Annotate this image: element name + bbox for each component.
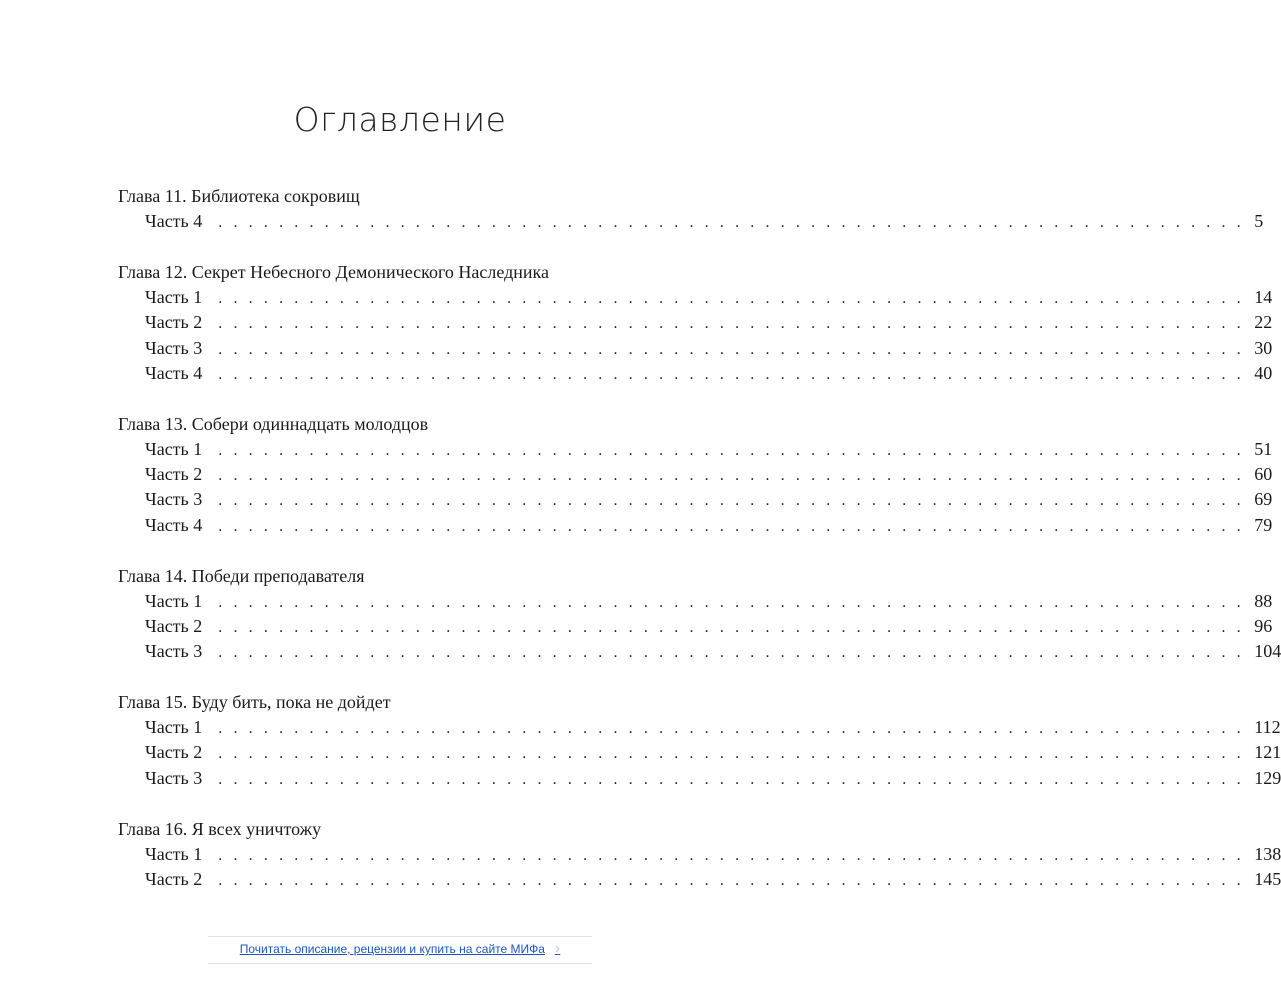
- toc-chapter: [118, 260, 1273, 386]
- part-label: Часть 3: [145, 641, 203, 662]
- page-number: 96: [1254, 615, 1273, 636]
- toc-entry[interactable]: [118, 336, 1273, 361]
- toc-entry[interactable]: [118, 589, 1273, 614]
- part-label: Часть 1: [145, 843, 203, 864]
- page-number: 138: [1254, 843, 1281, 864]
- dot-leader: . . . . . . . . . . . . . . . . . . . . . . . . . . . . . . . . . . . . . . . . . . . . . . . . . . . . . . . . . . . . . . . . . . . .: [218, 872, 1245, 889]
- chevron-right-icon: ›: [554, 940, 561, 957]
- dot-leader: . . . . . . . . . . . . . . . . . . . . . . . . . . . . . . . . . . . . . . . . . . . . . . . . . . . . . . . . . . . . . . . . . . . .: [218, 846, 1245, 864]
- toc-chapter: [118, 564, 1281, 665]
- page-number: 112: [1254, 717, 1281, 738]
- toc-entry[interactable]: [118, 842, 1281, 867]
- part-label: Часть 3: [145, 489, 203, 510]
- dot-leader: . . . . . . . . . . . . . . . . . . . . . . . . . . . . . . . . . . . . . . . . . . . . . . . . . . . . . . . . . . . . . . . . . . . .: [218, 441, 1245, 459]
- part-label: Часть 4: [145, 362, 203, 383]
- toc-entry[interactable]: [118, 209, 1264, 234]
- toc-entry[interactable]: [118, 285, 1273, 310]
- toc-entry[interactable]: [118, 513, 1273, 538]
- toc-chapter: [118, 184, 1264, 234]
- dot-leader: . . . . . . . . . . . . . . . . . . . . . . . . . . . . . . . . . . . . . . . . . . . . . . . . . . . . . . . . . . . . . . . . . . . .: [218, 517, 1245, 535]
- part-label: Часть 2: [145, 869, 203, 889]
- toc-entry[interactable]: [118, 639, 1281, 664]
- dot-leader: . . . . . . . . . . . . . . . . . . . . . . . . . . . . . . . . . . . . . . . . . . . . . . . . . . . . . . . . . . . . . . . . . . . .: [218, 492, 1245, 510]
- part-label: Часть 4: [145, 211, 203, 231]
- page-number: 14: [1254, 287, 1273, 308]
- page-number: 69: [1254, 489, 1273, 510]
- part-label: Часть 4: [145, 514, 203, 535]
- chapter-title: Глава 12. Секрет Небесного Демонического Наследника: [118, 262, 549, 283]
- dot-leader: . . . . . . . . . . . . . . . . . . . . . . . . . . . . . . . . . . . . . . . . . . . . . . . . . . . . . . . . . . . . . . . . . . . .: [218, 290, 1245, 308]
- part-label: Часть 2: [145, 615, 203, 636]
- toc-entry[interactable]: [118, 766, 1281, 791]
- dot-leader: . . . . . . . . . . . . . . . . . . . . . . . . . . . . . . . . . . . . . . . . . . . . . . . . . . . . . . . . . . . . . . . . . . . .: [218, 720, 1245, 738]
- toc-entry[interactable]: [118, 740, 1281, 765]
- part-label: Часть 1: [145, 717, 203, 738]
- part-label: Часть 3: [145, 767, 203, 788]
- shop-link[interactable]: [210, 938, 590, 960]
- dot-leader: . . . . . . . . . . . . . . . . . . . . . . . . . . . . . . . . . . . . . . . . . . . . . . . . . . . . . . . . . . . . . . . . . . . .: [218, 618, 1245, 636]
- toc-entry[interactable]: [118, 715, 1281, 740]
- toc-chapter: [118, 817, 1281, 892]
- page-number: 104: [1254, 641, 1281, 662]
- page-number: 145: [1254, 869, 1281, 889]
- dot-leader: . . . . . . . . . . . . . . . . . . . . . . . . . . . . . . . . . . . . . . . . . . . . . . . . . . . . . . . . . . . . . . . . . . . .: [218, 340, 1245, 358]
- toc-chapter: [118, 412, 1273, 538]
- page-number: 51: [1254, 438, 1273, 459]
- page-number: 60: [1254, 464, 1273, 485]
- dot-leader: . . . . . . . . . . . . . . . . . . . . . . . . . . . . . . . . . . . . . . . . . . . . . . . . . . . . . . . . . . . . . . . . . . . .: [218, 315, 1245, 333]
- part-label: Часть 2: [145, 464, 203, 485]
- chapter-title: Глава 11. Библиотека сокровищ: [118, 186, 360, 206]
- chapter-title: Глава 14. Победи преподавателя: [118, 565, 365, 586]
- toc-entry[interactable]: [118, 437, 1273, 462]
- part-label: Часть 1: [145, 287, 203, 308]
- page-number: 129: [1254, 767, 1281, 788]
- chapter-title: Глава 16. Я всех уничтожу: [118, 818, 322, 839]
- toc-entry[interactable]: [118, 487, 1273, 512]
- table-of-contents: [118, 184, 1281, 918]
- toc-entry[interactable]: [118, 462, 1273, 487]
- toc-entry[interactable]: [118, 614, 1273, 639]
- page-number: 40: [1254, 362, 1273, 383]
- dot-leader: . . . . . . . . . . . . . . . . . . . . . . . . . . . . . . . . . . . . . . . . . . . . . . . . . . . . . . . . . . . . . . . . . . . .: [218, 644, 1245, 662]
- page-number: 30: [1254, 337, 1273, 358]
- part-label: Часть 3: [145, 337, 203, 358]
- toc-entry[interactable]: [118, 310, 1273, 335]
- toc-chapter: [118, 690, 1281, 791]
- part-label: Часть 2: [145, 742, 203, 763]
- dot-leader: . . . . . . . . . . . . . . . . . . . . . . . . . . . . . . . . . . . . . . . . . . . . . . . . . . . . . . . . . . . . . . . . . . . .: [218, 214, 1245, 231]
- part-label: Часть 2: [145, 312, 203, 333]
- dot-leader: . . . . . . . . . . . . . . . . . . . . . . . . . . . . . . . . . . . . . . . . . . . . . . . . . . . . . . . . . . . . . . . . . . . .: [218, 365, 1245, 383]
- dot-leader: . . . . . . . . . . . . . . . . . . . . . . . . . . . . . . . . . . . . . . . . . . . . . . . . . . . . . . . . . . . . . . . . . . . .: [218, 770, 1245, 788]
- part-label: Часть 1: [145, 590, 203, 611]
- toc-entry[interactable]: [118, 361, 1273, 386]
- page-number: 88: [1254, 590, 1273, 611]
- part-label: Часть 1: [145, 438, 203, 459]
- page-title: Оглавление: [293, 100, 507, 139]
- shop-link-text[interactable]: Почитать описание, рецензии и купить на сайте МИФа: [239, 942, 545, 956]
- chapter-title: Глава 13. Собери одиннадцать молодцов: [118, 413, 429, 434]
- chapter-title: Глава 15. Буду бить, пока не дойдет: [118, 692, 391, 713]
- page-number: 121: [1254, 742, 1281, 763]
- page-number: 5: [1254, 211, 1264, 231]
- page-number: 79: [1254, 514, 1273, 535]
- dot-leader: . . . . . . . . . . . . . . . . . . . . . . . . . . . . . . . . . . . . . . . . . . . . . . . . . . . . . . . . . . . . . . . . . . . .: [218, 467, 1245, 485]
- dot-leader: . . . . . . . . . . . . . . . . . . . . . . . . . . . . . . . . . . . . . . . . . . . . . . . . . . . . . . . . . . . . . . . . . . . .: [218, 593, 1245, 611]
- toc-entry[interactable]: [118, 867, 1281, 892]
- page-number: 22: [1254, 312, 1273, 333]
- dot-leader: . . . . . . . . . . . . . . . . . . . . . . . . . . . . . . . . . . . . . . . . . . . . . . . . . . . . . . . . . . . . . . . . . . . .: [218, 745, 1245, 763]
